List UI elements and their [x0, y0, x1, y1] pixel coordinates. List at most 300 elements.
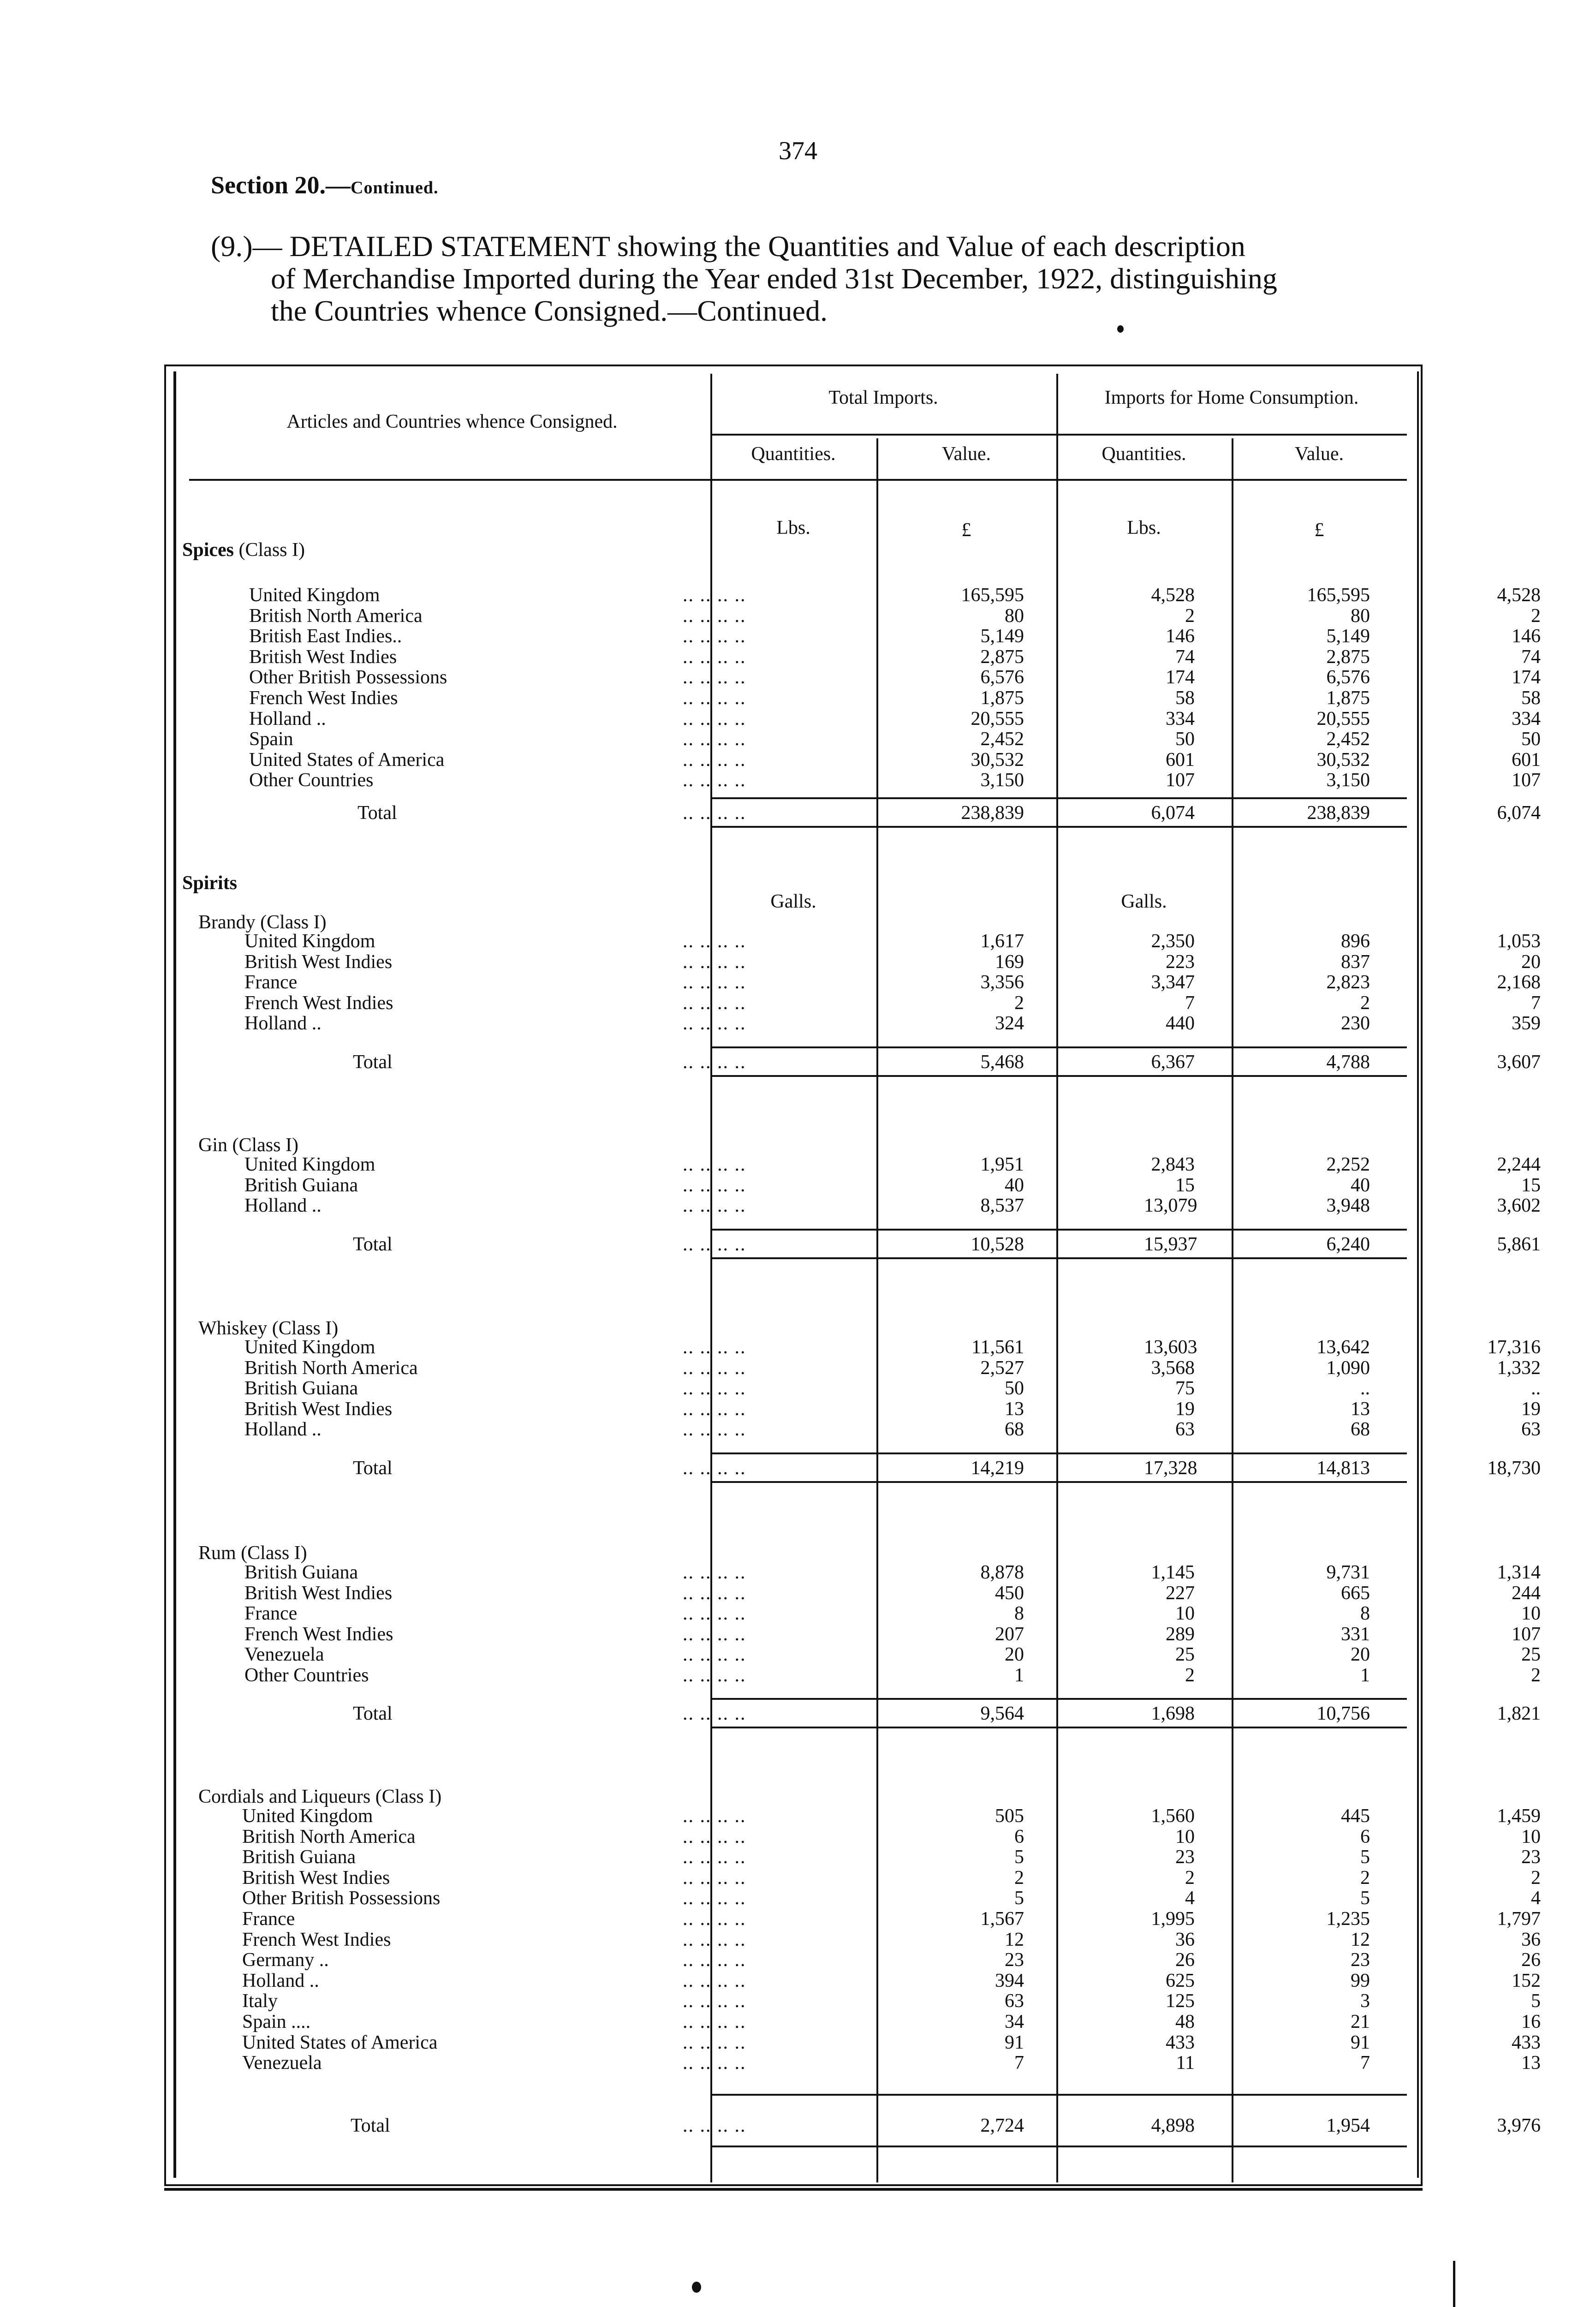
table-row-cell-1: 6	[1014, 1826, 1024, 1847]
table-row-label: British East Indies..	[249, 626, 402, 647]
table-row-cell-4: 16	[1521, 2011, 1541, 2032]
table-row-cell-2: 146	[1166, 626, 1195, 647]
table-row-cell-3: 331	[1341, 1623, 1370, 1645]
total-rule-top	[710, 2094, 1407, 2096]
table-row-label: British Guiana	[244, 1562, 358, 1583]
unit-pound-home: £	[1314, 520, 1324, 541]
table-row-cell-4: 146	[1512, 626, 1541, 647]
unit-lbs-home: Lbs.	[1127, 517, 1161, 538]
table-row-cell-1: 23	[1005, 1949, 1024, 1971]
table-row-cell-2: 2,843	[1151, 1154, 1195, 1175]
table-row-cell-1: 207	[995, 1623, 1024, 1645]
table-row-label: British West Indies	[244, 1398, 393, 1420]
table-row-cell-4: 244	[1512, 1582, 1541, 1604]
table-row-cell-4: 107	[1512, 770, 1541, 791]
group-title-whiskey: Whiskey (Class I)	[198, 1318, 339, 1339]
leader-dots: .. .. .. ..	[683, 708, 746, 729]
total-rule-top	[710, 1452, 1407, 1454]
table-row-cell-2: 26	[1175, 1949, 1195, 1971]
unit-lbs: Lbs.	[776, 517, 810, 538]
imports-table	[175, 365, 1541, 2182]
table-row-label: British West Indies	[244, 951, 393, 973]
table-row-cell-2: 19	[1175, 1398, 1195, 1420]
table-row-cell-3: 6,576	[1326, 667, 1370, 688]
table-row-cell-2: 2	[1185, 1867, 1195, 1889]
leader-dots: .. .. .. ..	[683, 687, 746, 709]
unit-galls: Galls.	[770, 891, 816, 912]
table-row-cell-3: 2	[1360, 992, 1370, 1014]
col-divider-total-home	[1056, 374, 1058, 2182]
total-row-cell-3: 14,813	[1316, 1458, 1370, 1479]
leader-dots: .. .. .. ..	[683, 992, 746, 1014]
table-row-label: Venezuela	[242, 2052, 322, 2074]
table-row-label: Spain	[249, 729, 293, 750]
leader-dots: .. .. .. ..	[683, 585, 746, 606]
table-row-label: France	[244, 972, 298, 993]
leader-dots: .. .. .. ..	[683, 1458, 746, 1479]
total-rule-bottom	[710, 1257, 1407, 1259]
table-row-label: British North America	[244, 1357, 418, 1379]
leader-dots: .. .. .. ..	[683, 1888, 746, 1909]
leader-dots: .. .. .. ..	[683, 931, 746, 952]
table-row-cell-4: 17,316	[1487, 1337, 1541, 1358]
group-title-spirits: Spirits	[182, 873, 238, 894]
section-subtitle: Continued.	[351, 178, 439, 197]
table-row-cell-3: 91	[1351, 2032, 1370, 2053]
table-row-cell-2: 227	[1166, 1582, 1195, 1604]
table-row-cell-1: 5	[1014, 1847, 1024, 1868]
table-row-cell-4: 1,053	[1497, 931, 1541, 952]
table-row-cell-2: 334	[1166, 708, 1195, 729]
table-row-cell-4: 13	[1521, 2052, 1541, 2074]
col-divider-total-qty	[876, 438, 878, 2182]
leader-dots: .. .. .. ..	[683, 2032, 746, 2053]
header-rule-mid	[710, 434, 1407, 436]
table-row-cell-1: 169	[995, 951, 1024, 973]
leader-dots: .. .. .. ..	[683, 1623, 746, 1645]
table-row-cell-1: 8,537	[980, 1195, 1024, 1217]
table-row-cell-3: 80	[1351, 605, 1370, 627]
table-row-cell-2: 4	[1185, 1888, 1195, 1909]
table-row-cell-1: 12	[1005, 1929, 1024, 1950]
total-row-cell-1: 14,219	[971, 1458, 1024, 1479]
total-row-label: Total	[353, 1458, 393, 1479]
leader-dots: .. .. .. ..	[683, 2115, 746, 2136]
leader-dots: .. .. .. ..	[683, 951, 746, 973]
col-home-quantities-header: Quantities.	[1102, 443, 1186, 465]
table-row-cell-3: 30,532	[1316, 749, 1370, 771]
total-row-label: Total	[353, 1234, 393, 1255]
total-row-cell-2: 4,898	[1151, 2115, 1195, 2136]
leader-dots: .. .. .. ..	[683, 729, 746, 750]
table-row-cell-1: 324	[995, 1013, 1024, 1034]
table-row-cell-1: 2	[1014, 1867, 1024, 1889]
table-row-cell-2: 174	[1166, 667, 1195, 688]
heading-line-3: the Countries whence Consigned.—Continued.	[271, 294, 828, 327]
leader-dots: .. .. .. ..	[683, 749, 746, 771]
table-row-cell-1: 40	[1005, 1174, 1024, 1196]
table-row-cell-3: 2,452	[1326, 729, 1370, 750]
leader-dots: .. .. .. ..	[683, 1826, 746, 1847]
group-title-spices-name: Spices	[182, 539, 234, 561]
leader-dots: .. .. .. ..	[683, 1357, 746, 1379]
table-row-cell-2: 1,145	[1151, 1562, 1195, 1583]
table-row-cell-3: 7	[1360, 2052, 1370, 2074]
table-row-cell-2: 58	[1175, 687, 1195, 709]
col-divider-home-qty	[1232, 438, 1233, 2182]
unit-galls-home: Galls.	[1121, 891, 1167, 912]
table-row-cell-3: 23	[1351, 1949, 1370, 1971]
leader-dots: .. .. .. ..	[683, 1378, 746, 1399]
unit-pound: £	[961, 520, 971, 541]
table-row-cell-2: 1,560	[1151, 1805, 1195, 1827]
total-rule-bottom	[710, 1727, 1407, 1728]
leader-dots: .. .. .. ..	[683, 2052, 746, 2074]
table-row-cell-3: 1,235	[1326, 1908, 1370, 1930]
table-row-cell-1: 20,555	[971, 708, 1024, 729]
table-row-cell-2: 625	[1166, 1970, 1195, 1991]
total-row-cell-2: 6,367	[1151, 1052, 1195, 1073]
leader-dots: .. .. .. ..	[683, 1398, 746, 1420]
table-row-cell-3: 21	[1351, 2011, 1370, 2032]
total-row-cell-1: 5,468	[980, 1052, 1024, 1073]
table-row-cell-3: 68	[1351, 1419, 1370, 1440]
table-row-label: Germany ..	[242, 1949, 329, 1971]
table-row-cell-4: 4,528	[1497, 585, 1541, 606]
table-row-cell-2: 36	[1175, 1929, 1195, 1950]
total-row-cell-1: 238,839	[961, 802, 1024, 824]
table-row-label: United Kingdom	[244, 931, 375, 952]
table-row-cell-3: 230	[1341, 1013, 1370, 1034]
table-row-label: Other Countries	[244, 1665, 369, 1686]
table-row-cell-4: 107	[1512, 1623, 1541, 1645]
table-row-cell-3: 1,875	[1326, 687, 1370, 709]
total-row-label: Total	[357, 802, 397, 824]
ink-dot	[692, 2282, 701, 2293]
table-row-cell-1: 1,567	[980, 1908, 1024, 1930]
table-row-cell-1: 2,452	[980, 729, 1024, 750]
leader-dots: .. .. .. ..	[683, 1154, 746, 1175]
table-row-cell-3: 40	[1351, 1174, 1370, 1196]
table-row-label: France	[242, 1908, 295, 1930]
table-row-cell-2: 107	[1166, 770, 1195, 791]
table-row-label: United States of America	[242, 2032, 438, 2053]
group-title-rum: Rum (Class I)	[198, 1542, 307, 1564]
ink-dot	[1117, 325, 1124, 333]
table-row-cell-2: 10	[1175, 1603, 1195, 1625]
table-row-cell-1: 450	[995, 1582, 1024, 1604]
table-row-cell-1: 3,356	[980, 972, 1024, 993]
table-row-cell-4: 2,168	[1497, 972, 1541, 993]
leader-dots: .. .. .. ..	[683, 1234, 746, 1255]
table-row-cell-4: 74	[1521, 646, 1541, 668]
table-row-label: British West Indies	[244, 1582, 393, 1604]
table-row-cell-2: 125	[1166, 1990, 1195, 2012]
table-row-cell-4: 1,332	[1497, 1357, 1541, 1379]
table-row-cell-2: 25	[1175, 1644, 1195, 1666]
table-row-label: British West Indies	[249, 646, 397, 668]
table-row-cell-4: 10	[1521, 1603, 1541, 1625]
table-row-cell-2: 2	[1185, 605, 1195, 627]
table-row-cell-1: 2,875	[980, 646, 1024, 668]
leader-dots: .. .. .. ..	[683, 1582, 746, 1604]
table-row-cell-1: 91	[1005, 2032, 1024, 2053]
table-row-cell-4: 20	[1521, 951, 1541, 973]
table-row-cell-1: 1,875	[980, 687, 1024, 709]
col-home-consumption-header: Imports for Home Consumption.	[1104, 387, 1359, 408]
col-total-value-header: Value.	[941, 443, 991, 465]
table-row-cell-4: 10	[1521, 1826, 1541, 1847]
leader-dots: .. .. .. ..	[683, 770, 746, 791]
table-row-cell-1: 34	[1005, 2011, 1024, 2032]
table-row-cell-3: 99	[1351, 1970, 1370, 1991]
table-row-cell-3: 665	[1341, 1582, 1370, 1604]
table-row-cell-3: 1	[1360, 1665, 1370, 1686]
table-row-label: United Kingdom	[244, 1154, 375, 1175]
total-rule-bottom	[710, 826, 1407, 828]
table-row-cell-2: 75	[1175, 1378, 1195, 1399]
table-row-label: Holland ..	[244, 1013, 322, 1034]
table-row-cell-4: 4	[1531, 1888, 1541, 1909]
total-row-cell-4: 1,821	[1497, 1703, 1541, 1724]
table-row-cell-4: 2	[1531, 1867, 1541, 1889]
table-row-cell-2: 289	[1166, 1623, 1195, 1645]
table-row-cell-1: 3,150	[980, 770, 1024, 791]
table-row-cell-4: 601	[1512, 749, 1541, 771]
table-row-cell-1: 11,561	[971, 1337, 1024, 1358]
table-row-cell-2: 11	[1176, 2052, 1195, 2074]
total-rule-top	[710, 1229, 1407, 1231]
table-row-label: French West Indies	[244, 1623, 393, 1645]
col-total-quantities-header: Quantities.	[751, 443, 836, 465]
table-row-cell-3: 9,731	[1326, 1562, 1370, 1583]
total-row-cell-1: 9,564	[980, 1703, 1024, 1724]
table-row-cell-3: 5	[1360, 1888, 1370, 1909]
group-title-cordials: Cordials and Liqueurs (Class I)	[198, 1786, 442, 1807]
table-row-cell-3: 8	[1360, 1603, 1370, 1625]
table-row-cell-1: 1,951	[980, 1154, 1024, 1175]
leader-dots: .. .. .. ..	[683, 1174, 746, 1196]
leader-dots: .. .. .. ..	[683, 1013, 746, 1034]
table-row-cell-4: ..	[1531, 1378, 1541, 1399]
table-row-label: Other Countries	[249, 770, 374, 791]
table-row-cell-2: 601	[1166, 749, 1195, 771]
header-rule-bottom	[189, 479, 1407, 481]
total-row-cell-4: 6,074	[1497, 802, 1541, 824]
leader-dots: .. .. .. ..	[683, 1867, 746, 1889]
group-title-gin: Gin (Class I)	[198, 1135, 298, 1156]
table-row-cell-4: 15	[1521, 1174, 1541, 1196]
table-row-cell-1: 63	[1005, 1990, 1024, 2012]
leader-dots: .. .. .. ..	[683, 2011, 746, 2032]
total-row-label: Total	[353, 1052, 393, 1073]
table-row-cell-2: 1,995	[1151, 1908, 1195, 1930]
heading-line-1: (9.)— DETAILED STATEMENT showing the Quantities and Value of each description	[211, 230, 1245, 263]
table-row-cell-4: 50	[1521, 729, 1541, 750]
leader-dots: .. .. .. ..	[683, 1665, 746, 1686]
table-row-cell-1: 20	[1005, 1644, 1024, 1666]
table-row-cell-2: 74	[1175, 646, 1195, 668]
table-row-cell-4: 7	[1531, 992, 1541, 1014]
table-row-cell-2: 440	[1166, 1013, 1195, 1034]
table-row-cell-3: 837	[1341, 951, 1370, 973]
table-row-cell-1: 6,576	[980, 667, 1024, 688]
leader-dots: .. .. .. ..	[683, 1929, 746, 1950]
leader-dots: .. .. .. ..	[683, 1847, 746, 1868]
table-row-cell-2: 13,603	[1144, 1337, 1197, 1358]
margin-rule-vertical	[1453, 2261, 1455, 2307]
total-row-label: Total	[351, 2115, 390, 2136]
leader-dots: .. .. .. ..	[683, 1805, 746, 1827]
table-row-cell-4: 25	[1521, 1644, 1541, 1666]
table-row-cell-4: 63	[1521, 1419, 1541, 1440]
col-total-imports-header: Total Imports.	[828, 387, 938, 408]
table-row-cell-1: 50	[1005, 1378, 1024, 1399]
table-row-label: French West Indies	[242, 1929, 391, 1950]
total-rule-bottom	[710, 1075, 1407, 1077]
leader-dots: .. .. .. ..	[683, 1644, 746, 1666]
table-row-cell-4: 334	[1512, 708, 1541, 729]
leader-dots: .. .. .. ..	[683, 626, 746, 647]
table-row-cell-3: 2,252	[1326, 1154, 1370, 1175]
table-row-cell-1: 165,595	[961, 585, 1024, 606]
table-row-cell-2: 10	[1175, 1826, 1195, 1847]
table-row-cell-1: 80	[1005, 605, 1024, 627]
leader-dots: .. .. .. ..	[683, 1195, 746, 1217]
table-row-cell-1: 68	[1005, 1419, 1024, 1440]
table-row-cell-2: 3,568	[1151, 1357, 1195, 1379]
table-row-cell-4: 5	[1531, 1990, 1541, 2012]
table-row-cell-2: 23	[1175, 1847, 1195, 1868]
table-row-cell-4: 152	[1512, 1970, 1541, 1991]
leader-dots: .. .. .. ..	[683, 667, 746, 688]
table-row-cell-4: 19	[1521, 1398, 1541, 1420]
total-row-cell-3: 10,756	[1316, 1703, 1370, 1724]
total-rule-bottom	[710, 1481, 1407, 1483]
heading-line-2: of Merchandise Imported during the Year ended 31st December, 1922, distinguishing	[271, 262, 1277, 295]
table-row-cell-3: 13,642	[1316, 1337, 1370, 1358]
total-row-cell-3: 4,788	[1326, 1052, 1370, 1073]
section-title: Section 20.—	[211, 171, 351, 199]
table-row-cell-4: 174	[1512, 667, 1541, 688]
total-row-cell-3: 238,839	[1307, 802, 1370, 824]
table-row-label: Spain ....	[242, 2011, 311, 2032]
total-rule-top	[710, 1698, 1407, 1700]
table-row-cell-1: 5,149	[980, 626, 1024, 647]
total-row-label: Total	[353, 1703, 393, 1724]
table-row-cell-3: 896	[1341, 931, 1370, 952]
table-row-cell-3: 1,090	[1326, 1357, 1370, 1379]
table-row-label: United Kingdom	[244, 1337, 375, 1358]
leader-dots: .. .. .. ..	[683, 972, 746, 993]
table-row-cell-3: 5,149	[1326, 626, 1370, 647]
table-row-cell-3: 2,875	[1326, 646, 1370, 668]
col-home-value-header: Value.	[1294, 443, 1344, 465]
table-row-label: British Guiana	[242, 1847, 356, 1868]
table-row-cell-3: 3,150	[1326, 770, 1370, 791]
total-rule-bottom	[710, 2146, 1407, 2147]
total-row-cell-4: 5,861	[1497, 1234, 1541, 1255]
table-row-cell-2: 15	[1175, 1174, 1195, 1196]
table-row-label: British Guiana	[244, 1174, 358, 1196]
table-row-label: Holland ..	[242, 1970, 319, 1991]
table-row-cell-1: 5	[1014, 1888, 1024, 1909]
table-row-cell-1: 8	[1014, 1603, 1024, 1625]
table-row-cell-2: 7	[1185, 992, 1195, 1014]
total-rule-top	[710, 797, 1407, 799]
total-row-cell-3: 1,954	[1326, 2115, 1370, 2136]
table-row-label: British Guiana	[244, 1378, 358, 1399]
table-row-cell-3: 20,555	[1316, 708, 1370, 729]
table-row-cell-2: 223	[1166, 951, 1195, 973]
total-row-cell-2: 1,698	[1151, 1703, 1195, 1724]
table-row-cell-2: 3,347	[1151, 972, 1195, 993]
table-row-cell-2: 48	[1175, 2011, 1195, 2032]
total-row-cell-2: 15,937	[1144, 1234, 1197, 1255]
table-row-cell-1: 505	[995, 1805, 1024, 1827]
leader-dots: .. .. .. ..	[683, 1949, 746, 1971]
table-row-cell-3: 2,823	[1326, 972, 1370, 993]
total-row-cell-2: 17,328	[1144, 1458, 1197, 1479]
table-row-cell-2: 433	[1166, 2032, 1195, 2053]
table-row-label: United Kingdom	[249, 585, 380, 606]
table-row-cell-2: 63	[1175, 1419, 1195, 1440]
table-row-label: France	[244, 1603, 298, 1625]
total-row-cell-1: 2,724	[980, 2115, 1024, 2136]
table-row-cell-2: 4,528	[1151, 585, 1195, 606]
table-row-label: British North America	[249, 605, 423, 627]
table-row-cell-1: 30,532	[971, 749, 1024, 771]
leader-dots: .. .. .. ..	[683, 1562, 746, 1583]
leader-dots: .. .. .. ..	[683, 1603, 746, 1625]
table-row-cell-4: 3,602	[1497, 1195, 1541, 1217]
table-row-cell-4: 1,314	[1497, 1562, 1541, 1583]
total-row-cell-2: 6,074	[1151, 802, 1195, 824]
total-row-cell-1: 10,528	[971, 1234, 1024, 1255]
table-row-cell-3: 3,948	[1326, 1195, 1370, 1217]
table-row-cell-1: 1	[1014, 1665, 1024, 1686]
page-number: 374	[779, 137, 817, 165]
table-row-label: Holland ..	[249, 708, 326, 729]
table-row-cell-3: 3	[1360, 1990, 1370, 2012]
table-row-cell-2: 13,079	[1144, 1195, 1197, 1217]
leader-dots: .. .. .. ..	[683, 1970, 746, 1991]
leader-dots: .. .. .. ..	[683, 802, 746, 824]
group-title-spices	[182, 539, 305, 561]
table-row-cell-1: 8,878	[980, 1562, 1024, 1583]
table-row-cell-4: 23	[1521, 1847, 1541, 1868]
group-title-spices-class: (Class I)	[238, 539, 305, 561]
table-row-label: British North America	[242, 1826, 416, 1847]
table-row-cell-4: 36	[1521, 1929, 1541, 1950]
table-row-cell-1: 13	[1005, 1398, 1024, 1420]
table-row-cell-3: 5	[1360, 1847, 1370, 1868]
table-row-cell-2: 2	[1185, 1665, 1195, 1686]
table-row-cell-4: 433	[1512, 2032, 1541, 2053]
table-row-cell-1: 2,527	[980, 1357, 1024, 1379]
total-row-cell-4: 18,730	[1487, 1458, 1541, 1479]
table-bottom-rule	[164, 2188, 1423, 2191]
total-row-cell-4: 3,976	[1497, 2115, 1541, 2136]
table-row-label: United States of America	[249, 749, 445, 771]
table-row-label: Venezuela	[244, 1644, 324, 1666]
table-row-cell-4: 2	[1531, 605, 1541, 627]
leader-dots: .. .. .. ..	[683, 1419, 746, 1440]
table-row-label: French West Indies	[249, 687, 398, 709]
leader-dots: .. .. .. ..	[683, 1908, 746, 1930]
leader-dots: .. .. .. ..	[683, 1337, 746, 1358]
table-row-cell-3: 6	[1360, 1826, 1370, 1847]
